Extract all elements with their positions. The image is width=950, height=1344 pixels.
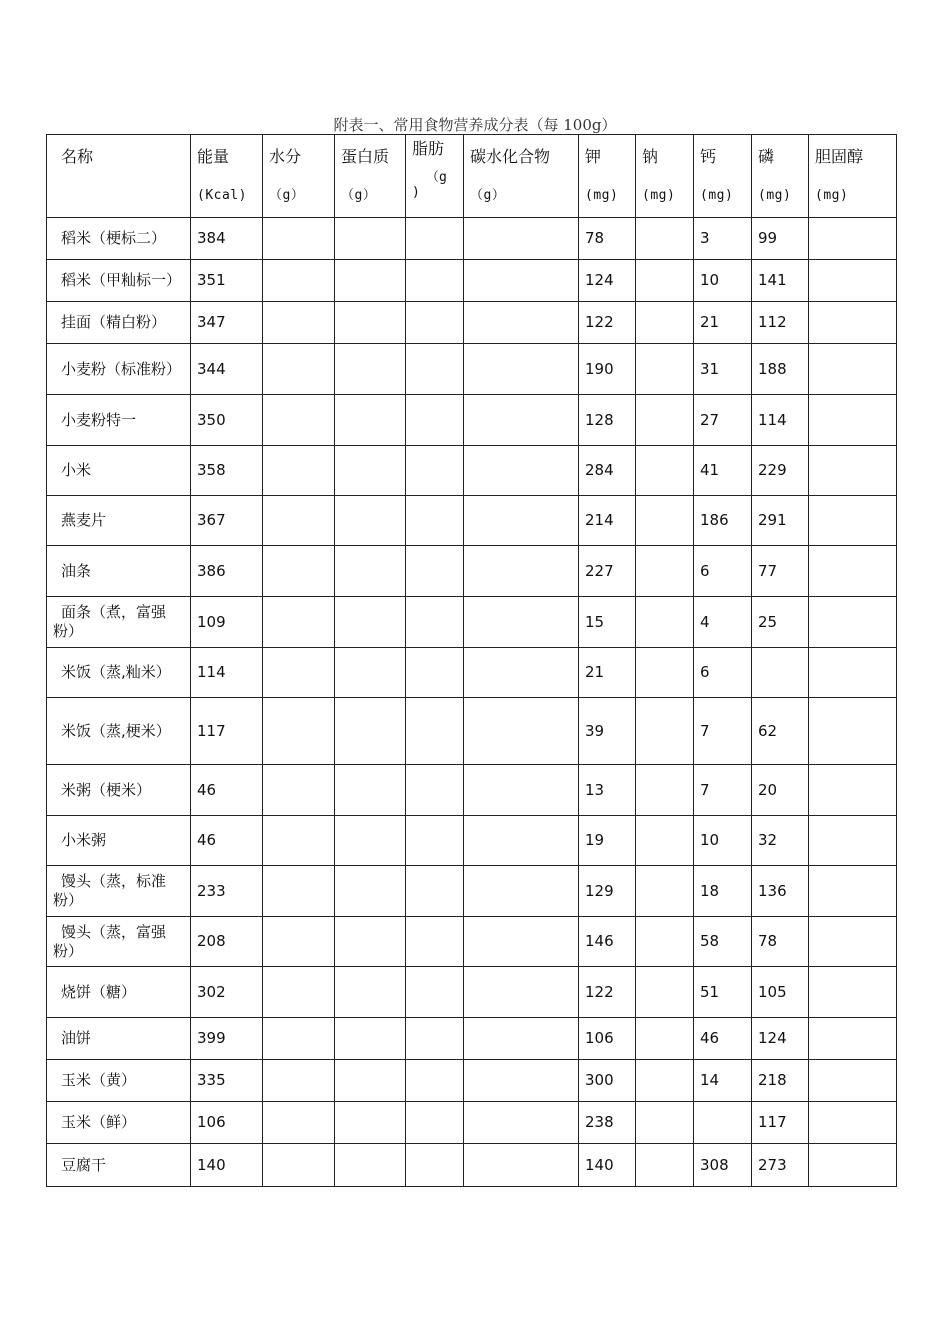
- cell-energy: 367: [191, 496, 263, 546]
- col-header-carbohydrate: 碳水化合物 （g）: [464, 135, 579, 218]
- cell-carbohydrate: [464, 816, 579, 866]
- col-header-calcium: 钙 (mg): [694, 135, 752, 218]
- food-name: 稻米（甲籼标一）: [61, 271, 182, 289]
- cell-name: [47, 395, 191, 446]
- cell-name: [47, 967, 191, 1018]
- cell-protein: [335, 344, 406, 395]
- cell-sodium: [636, 597, 694, 648]
- food-name: 烧饼（糖）: [61, 982, 137, 1001]
- food-name: 馒头（蒸，标准粉）: [53, 872, 167, 909]
- cell-potassium: 146: [579, 917, 636, 967]
- cell-water: [263, 1102, 335, 1144]
- cell-potassium: 128: [579, 395, 636, 446]
- cell-name: [47, 446, 191, 496]
- cell-fat: [406, 597, 464, 648]
- cell-fat: [406, 496, 464, 546]
- food-name: 油条: [61, 561, 92, 580]
- food-name: 米饭（蒸,籼米）: [61, 663, 171, 681]
- table-row: [47, 546, 897, 597]
- cell-carbohydrate: [464, 546, 579, 597]
- cell-carbohydrate: [464, 866, 579, 917]
- cell-fat: [406, 698, 464, 765]
- cell-name: [47, 302, 191, 344]
- cell-sodium: [636, 496, 694, 546]
- cell-protein: [335, 967, 406, 1018]
- table-row: [47, 1018, 897, 1060]
- cell-protein: [335, 917, 406, 967]
- cell-cholesterol: [809, 218, 897, 260]
- table-row: [47, 302, 897, 344]
- cell-energy: 344: [191, 344, 263, 395]
- col-header-protein: 蛋白质 （g）: [335, 135, 406, 218]
- cell-calcium: [694, 1102, 752, 1144]
- cell-carbohydrate: [464, 344, 579, 395]
- cell-fat: [406, 816, 464, 866]
- cell-fat: [406, 1018, 464, 1060]
- cell-cholesterol: [809, 866, 897, 917]
- cell-name: [47, 597, 191, 648]
- cell-fat: [406, 1060, 464, 1102]
- cell-sodium: [636, 1102, 694, 1144]
- table-row: [47, 1060, 897, 1102]
- table-row: [47, 1102, 897, 1144]
- cell-water: [263, 344, 335, 395]
- food-name: 小米粥: [61, 831, 107, 849]
- cell-cholesterol: [809, 917, 897, 967]
- cell-carbohydrate: [464, 260, 579, 302]
- table-row: [47, 967, 897, 1018]
- food-name: 玉米（黄）: [61, 1071, 137, 1089]
- cell-potassium: 238: [579, 1102, 636, 1144]
- cell-protein: [335, 866, 406, 917]
- cell-water: [263, 1018, 335, 1060]
- cell-name: [47, 917, 191, 967]
- cell-name: [47, 866, 191, 917]
- cell-potassium: 227: [579, 546, 636, 597]
- cell-carbohydrate: [464, 446, 579, 496]
- cell-sodium: [636, 967, 694, 1018]
- table-row: [47, 260, 897, 302]
- cell-carbohydrate: [464, 395, 579, 446]
- cell-phosphorus: 136: [752, 866, 809, 917]
- cell-cholesterol: [809, 496, 897, 546]
- cell-phosphorus: [752, 648, 809, 698]
- cell-potassium: 284: [579, 446, 636, 496]
- cell-sodium: [636, 218, 694, 260]
- table-row: [47, 917, 897, 967]
- cell-calcium: 6: [694, 546, 752, 597]
- cell-cholesterol: [809, 1060, 897, 1102]
- cell-carbohydrate: [464, 967, 579, 1018]
- cell-fat: [406, 1144, 464, 1187]
- cell-phosphorus: 273: [752, 1144, 809, 1187]
- table-row: [47, 816, 897, 866]
- col-header-cholesterol: 胆固醇 (mg): [809, 135, 897, 218]
- cell-phosphorus: 105: [752, 967, 809, 1018]
- cell-water: [263, 597, 335, 648]
- cell-phosphorus: 188: [752, 344, 809, 395]
- col-header-name: 名称: [47, 135, 191, 218]
- cell-protein: [335, 1102, 406, 1144]
- col-header-energy: 能量 (Kcal): [191, 135, 263, 218]
- cell-potassium: 124: [579, 260, 636, 302]
- cell-protein: [335, 302, 406, 344]
- cell-sodium: [636, 816, 694, 866]
- table-row: [47, 1144, 897, 1187]
- cell-name: [47, 1060, 191, 1102]
- food-name: 米粥（梗米）: [61, 780, 152, 799]
- cell-water: [263, 765, 335, 816]
- cell-phosphorus: 112: [752, 302, 809, 344]
- cell-protein: [335, 1144, 406, 1187]
- cell-protein: [335, 1060, 406, 1102]
- cell-protein: [335, 260, 406, 302]
- cell-fat: [406, 260, 464, 302]
- cell-water: [263, 698, 335, 765]
- cell-name: [47, 816, 191, 866]
- cell-cholesterol: [809, 698, 897, 765]
- cell-sodium: [636, 648, 694, 698]
- cell-water: [263, 648, 335, 698]
- cell-fat: [406, 917, 464, 967]
- header-row: [47, 135, 897, 218]
- cell-fat: [406, 866, 464, 917]
- cell-cholesterol: [809, 1018, 897, 1060]
- cell-carbohydrate: [464, 1144, 579, 1187]
- cell-cholesterol: [809, 260, 897, 302]
- cell-potassium: 78: [579, 218, 636, 260]
- cell-sodium: [636, 546, 694, 597]
- cell-sodium: [636, 698, 694, 765]
- cell-calcium: 18: [694, 866, 752, 917]
- cell-protein: [335, 218, 406, 260]
- cell-sodium: [636, 1144, 694, 1187]
- cell-calcium: 27: [694, 395, 752, 446]
- cell-energy: 140: [191, 1144, 263, 1187]
- cell-water: [263, 446, 335, 496]
- cell-name: [47, 546, 191, 597]
- table-row: [47, 218, 897, 260]
- cell-carbohydrate: [464, 302, 579, 344]
- cell-cholesterol: [809, 395, 897, 446]
- cell-phosphorus: 99: [752, 218, 809, 260]
- cell-potassium: 15: [579, 597, 636, 648]
- cell-water: [263, 967, 335, 1018]
- cell-potassium: 39: [579, 698, 636, 765]
- nutrition-table: [46, 134, 897, 1187]
- cell-water: [263, 546, 335, 597]
- cell-protein: [335, 816, 406, 866]
- col-header-phosphorus: 磷 (mg): [752, 135, 809, 218]
- food-name: 小麦粉（标准粉）: [61, 359, 182, 378]
- food-name: 小麦粉特一: [61, 410, 137, 429]
- col-header-water: 水分 （g）: [263, 135, 335, 218]
- cell-calcium: 58: [694, 917, 752, 967]
- table-row: [47, 765, 897, 816]
- cell-energy: 208: [191, 917, 263, 967]
- table-row: [47, 698, 897, 765]
- table-body: [47, 218, 897, 1187]
- table-row: [47, 446, 897, 496]
- cell-potassium: 122: [579, 967, 636, 1018]
- col-header-sodium: 钠 (mg): [636, 135, 694, 218]
- cell-phosphorus: 114: [752, 395, 809, 446]
- cell-phosphorus: 62: [752, 698, 809, 765]
- cell-protein: [335, 648, 406, 698]
- cell-water: [263, 302, 335, 344]
- cell-energy: 358: [191, 446, 263, 496]
- cell-name: [47, 1144, 191, 1187]
- cell-phosphorus: 229: [752, 446, 809, 496]
- cell-energy: 384: [191, 218, 263, 260]
- cell-cholesterol: [809, 1144, 897, 1187]
- cell-energy: 114: [191, 648, 263, 698]
- cell-phosphorus: 20: [752, 765, 809, 816]
- cell-protein: [335, 446, 406, 496]
- cell-cholesterol: [809, 597, 897, 648]
- cell-phosphorus: 124: [752, 1018, 809, 1060]
- cell-sodium: [636, 446, 694, 496]
- cell-potassium: 106: [579, 1018, 636, 1060]
- cell-fat: [406, 395, 464, 446]
- cell-energy: 106: [191, 1102, 263, 1144]
- cell-sodium: [636, 917, 694, 967]
- cell-phosphorus: 78: [752, 917, 809, 967]
- cell-name: [47, 218, 191, 260]
- food-name: 面条（煮，富强粉）: [53, 603, 167, 640]
- cell-energy: 351: [191, 260, 263, 302]
- cell-protein: [335, 496, 406, 546]
- cell-phosphorus: 77: [752, 546, 809, 597]
- cell-protein: [335, 546, 406, 597]
- cell-cholesterol: [809, 1102, 897, 1144]
- cell-energy: 350: [191, 395, 263, 446]
- cell-fat: [406, 302, 464, 344]
- cell-energy: 302: [191, 967, 263, 1018]
- cell-carbohydrate: [464, 917, 579, 967]
- cell-water: [263, 218, 335, 260]
- cell-name: [47, 765, 191, 816]
- cell-energy: 109: [191, 597, 263, 648]
- food-name: 玉米（鲜）: [61, 1113, 137, 1131]
- cell-phosphorus: 117: [752, 1102, 809, 1144]
- cell-calcium: 14: [694, 1060, 752, 1102]
- cell-calcium: 4: [694, 597, 752, 648]
- cell-potassium: 190: [579, 344, 636, 395]
- cell-carbohydrate: [464, 496, 579, 546]
- cell-name: [47, 260, 191, 302]
- cell-phosphorus: 32: [752, 816, 809, 866]
- cell-potassium: 13: [579, 765, 636, 816]
- cell-calcium: 308: [694, 1144, 752, 1187]
- cell-potassium: 300: [579, 1060, 636, 1102]
- cell-cholesterol: [809, 648, 897, 698]
- cell-protein: [335, 597, 406, 648]
- cell-sodium: [636, 260, 694, 302]
- cell-fat: [406, 967, 464, 1018]
- cell-water: [263, 816, 335, 866]
- cell-sodium: [636, 1018, 694, 1060]
- food-name: 馒头（蒸，富强粉）: [53, 922, 167, 960]
- cell-name: [47, 344, 191, 395]
- cell-calcium: 7: [694, 698, 752, 765]
- cell-carbohydrate: [464, 1102, 579, 1144]
- cell-sodium: [636, 765, 694, 816]
- cell-cholesterol: [809, 546, 897, 597]
- cell-energy: 399: [191, 1018, 263, 1060]
- cell-potassium: 214: [579, 496, 636, 546]
- cell-potassium: 19: [579, 816, 636, 866]
- food-name: 燕麦片: [61, 511, 107, 529]
- cell-calcium: 186: [694, 496, 752, 546]
- cell-water: [263, 1144, 335, 1187]
- cell-phosphorus: 141: [752, 260, 809, 302]
- cell-potassium: 140: [579, 1144, 636, 1187]
- cell-carbohydrate: [464, 1060, 579, 1102]
- cell-cholesterol: [809, 967, 897, 1018]
- cell-fat: [406, 344, 464, 395]
- food-name: 豆腐干: [61, 1155, 107, 1174]
- table-row: [47, 648, 897, 698]
- cell-calcium: 46: [694, 1018, 752, 1060]
- cell-protein: [335, 765, 406, 816]
- cell-calcium: 21: [694, 302, 752, 344]
- cell-calcium: 31: [694, 344, 752, 395]
- cell-potassium: 122: [579, 302, 636, 344]
- table-row: [47, 344, 897, 395]
- cell-calcium: 10: [694, 260, 752, 302]
- cell-energy: 233: [191, 866, 263, 917]
- cell-sodium: [636, 302, 694, 344]
- cell-carbohydrate: [464, 648, 579, 698]
- cell-potassium: 129: [579, 866, 636, 917]
- col-header-fat: 脂肪 （g ): [406, 135, 464, 218]
- cell-name: [47, 698, 191, 765]
- table-row: [47, 866, 897, 917]
- cell-water: [263, 260, 335, 302]
- cell-energy: 347: [191, 302, 263, 344]
- page-title: 附表一、常用食物营养成分表（每 100g）: [333, 116, 617, 134]
- cell-cholesterol: [809, 765, 897, 816]
- cell-sodium: [636, 866, 694, 917]
- cell-potassium: 21: [579, 648, 636, 698]
- cell-energy: 386: [191, 546, 263, 597]
- cell-phosphorus: 291: [752, 496, 809, 546]
- cell-carbohydrate: [464, 1018, 579, 1060]
- cell-sodium: [636, 1060, 694, 1102]
- cell-cholesterol: [809, 302, 897, 344]
- cell-name: [47, 1102, 191, 1144]
- table-row: [47, 597, 897, 648]
- cell-water: [263, 1060, 335, 1102]
- cell-water: [263, 866, 335, 917]
- col-header-potassium: 钾 (mg): [579, 135, 636, 218]
- cell-calcium: 10: [694, 816, 752, 866]
- cell-energy: 117: [191, 698, 263, 765]
- cell-name: [47, 496, 191, 546]
- cell-energy: 46: [191, 816, 263, 866]
- cell-calcium: 3: [694, 218, 752, 260]
- food-name: 油饼: [61, 1029, 92, 1047]
- table-row: [47, 496, 897, 546]
- cell-name: [47, 1018, 191, 1060]
- cell-protein: [335, 395, 406, 446]
- cell-phosphorus: 25: [752, 597, 809, 648]
- cell-fat: [406, 546, 464, 597]
- cell-carbohydrate: [464, 218, 579, 260]
- food-name: 挂面（精白粉）: [61, 313, 167, 331]
- cell-sodium: [636, 344, 694, 395]
- cell-calcium: 41: [694, 446, 752, 496]
- cell-cholesterol: [809, 446, 897, 496]
- cell-sodium: [636, 395, 694, 446]
- cell-calcium: 7: [694, 765, 752, 816]
- cell-fat: [406, 648, 464, 698]
- cell-calcium: 51: [694, 967, 752, 1018]
- cell-cholesterol: [809, 816, 897, 866]
- cell-phosphorus: 218: [752, 1060, 809, 1102]
- cell-protein: [335, 698, 406, 765]
- cell-calcium: 6: [694, 648, 752, 698]
- cell-carbohydrate: [464, 597, 579, 648]
- cell-water: [263, 917, 335, 967]
- food-name: 稻米（梗标二）: [61, 229, 167, 247]
- food-name: 小米: [61, 461, 92, 479]
- table-row: [47, 395, 897, 446]
- cell-name: [47, 648, 191, 698]
- cell-carbohydrate: [464, 765, 579, 816]
- cell-fat: [406, 1102, 464, 1144]
- cell-energy: 335: [191, 1060, 263, 1102]
- cell-cholesterol: [809, 344, 897, 395]
- cell-carbohydrate: [464, 698, 579, 765]
- cell-fat: [406, 446, 464, 496]
- cell-fat: [406, 765, 464, 816]
- cell-protein: [335, 1018, 406, 1060]
- cell-water: [263, 395, 335, 446]
- cell-water: [263, 496, 335, 546]
- cell-energy: 46: [191, 765, 263, 816]
- food-name: 米饭（蒸,梗米）: [61, 721, 171, 740]
- cell-fat: [406, 218, 464, 260]
